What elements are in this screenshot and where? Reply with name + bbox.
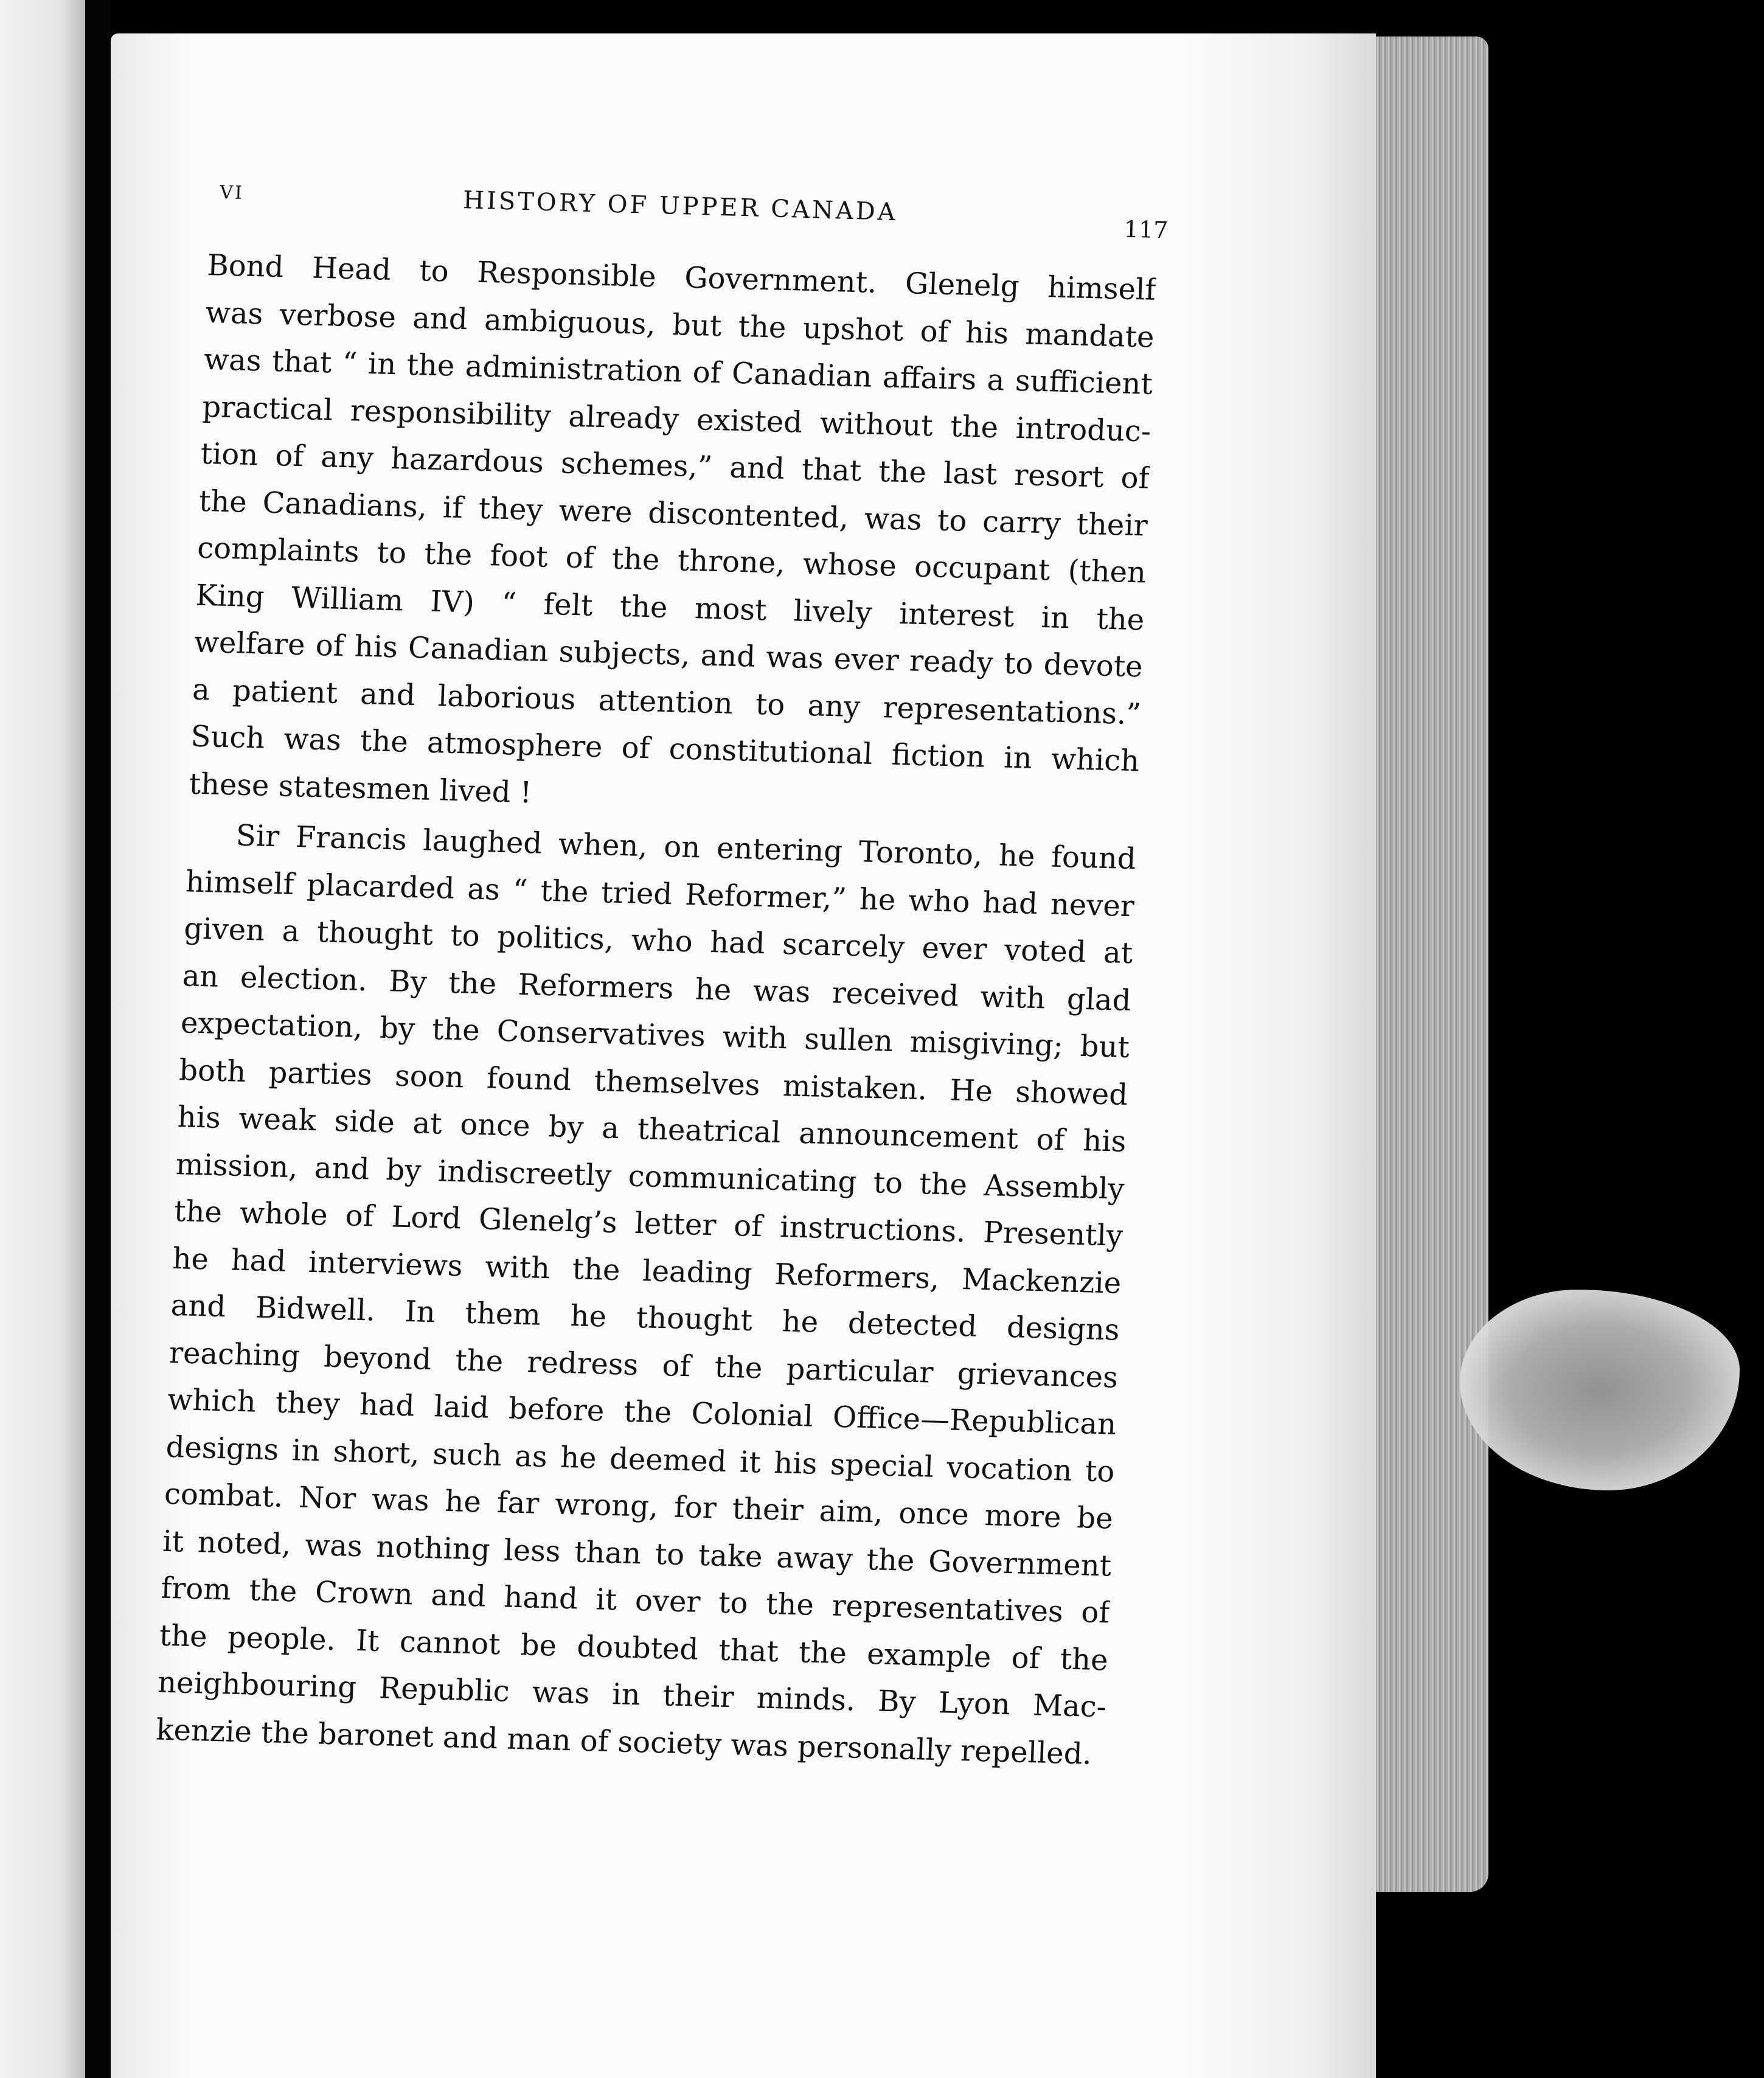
text-line: reaching beyond the redress of the particular grievances [168, 1335, 1119, 1395]
text-line: welfare of his Canadian subjects, and was ever ready to devote [193, 625, 1144, 684]
text-line: mission, and by indiscreetly communicating to the Assembly [175, 1147, 1125, 1206]
text-line: King William IV) “ felt the most lively interest in the [195, 578, 1145, 637]
text-line: kenzie the baronet and man of society was personally repelled. [155, 1712, 1092, 1771]
text-line: complaints to the foot of the throne, whose occupant (then [196, 530, 1147, 590]
text-line: the Canadians, if they were discontented, was to carry their [198, 484, 1148, 543]
book-gutter [85, 0, 111, 2078]
text-line: and Bidwell. In them he thought he detected designs [170, 1288, 1120, 1347]
text-line: expectation, by the Conservatives with sullen misgiving; but [180, 1006, 1130, 1065]
text-line: he had interviews with the leading Reformers, Mackenzie [172, 1241, 1122, 1301]
text-line: tion of any hazardous schemes,” and that the last resort of [200, 436, 1150, 496]
text-line: an election. By the Reformers he was received with glad [181, 958, 1132, 1018]
text-line: was verbose and ambiguous, but the upshot of his mandate [204, 295, 1155, 355]
text-line: both parties soon found themselves mistaken. He showed [178, 1052, 1128, 1112]
page-number: 117 [1123, 215, 1168, 244]
paragraph [189, 242, 1157, 832]
text-line: the people. It cannot be doubted that the example of the [159, 1618, 1109, 1677]
text-line: from the Crown and hand it over to the representatives of [160, 1571, 1111, 1630]
text-line: Bond Head to Responsible Government. Glenelg himself [206, 248, 1157, 307]
text-line: practical responsibility already existed without the introduc- [201, 389, 1152, 449]
text-line: designs in short, such as he deemed it his special vocation to [165, 1430, 1116, 1489]
text-line: Such was the atmosphere of constitutional fiction in which [190, 719, 1141, 779]
text-line: neighbouring Republic was in their minds. By Lyon Mac- [157, 1665, 1107, 1725]
running-title: HISTORY OF UPPER CANADA [462, 186, 898, 227]
text-line: it noted, was nothing less than to take away the Government [162, 1524, 1112, 1583]
body-text [155, 242, 1156, 1778]
text-line: a patient and laborious attention to any representations.” [192, 672, 1142, 731]
page-edges [1376, 36, 1488, 1892]
text-line: Sir Francis laughed when, on entering Toronto, he found [235, 818, 1137, 877]
torn-paper-scrap [1460, 1290, 1740, 1490]
left-page-edge [0, 0, 85, 2078]
paragraph [155, 811, 1137, 1778]
text-line: the whole of Lord Glenelg’s letter of instructions. Presently [173, 1194, 1123, 1253]
text-line: combat. Nor was he far wrong, for their aim, once more be [164, 1476, 1114, 1536]
text-line: his weak side at once by a theatrical announcement of his [176, 1100, 1127, 1159]
chapter-numeral: VI [219, 181, 245, 204]
text-line: these statesmen lived ! [188, 766, 533, 810]
text-line: which they had laid before the Colonial Office—Republican [167, 1382, 1117, 1442]
text-line: given a thought to politics, who had scarcely ever voted at [183, 911, 1134, 971]
text-line: was that “ in the administration of Canadian affairs a sufficient [203, 342, 1153, 401]
text-line: himself placarded as “ the tried Reformer,” he who had never [185, 864, 1135, 923]
